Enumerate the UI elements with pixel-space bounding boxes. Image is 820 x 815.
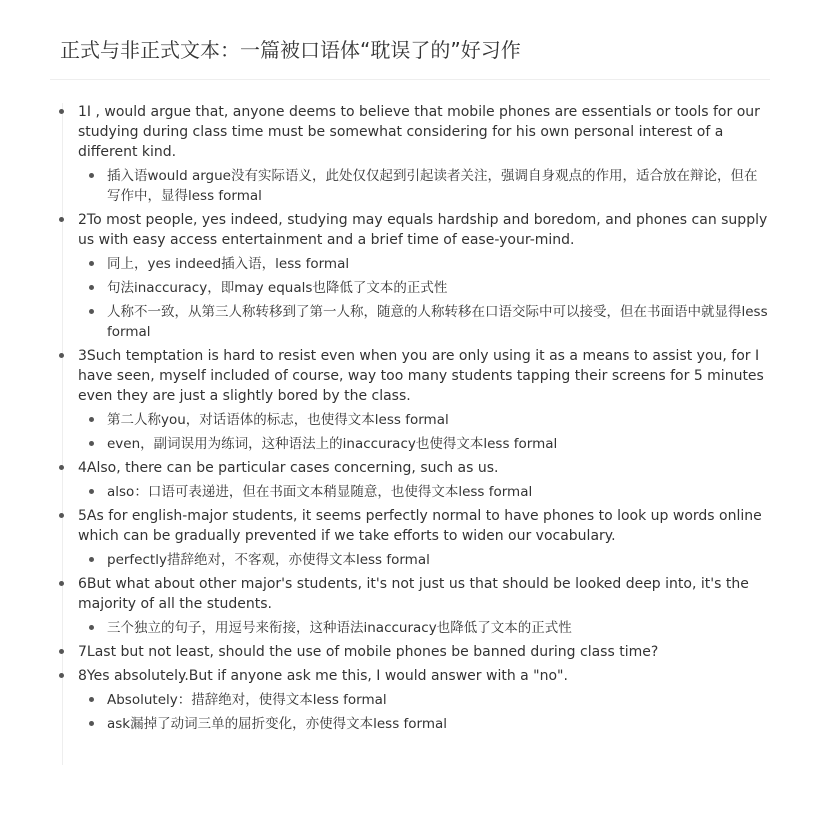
sub-list-item-text: Absolutely：措辞绝对，使得文本less formal <box>107 692 387 708</box>
sub-list-item <box>78 550 770 570</box>
sub-list-item-text: even，副词误用为练词，这种语法上的inaccuracy也使得文本less formal <box>107 436 558 452</box>
list-item-text: 2To most people, yes indeed, studying may equals hardship and boredom, and phones can supply us with easy access entertainment and a brief time of ease-your-mind. <box>78 212 768 248</box>
title-divider <box>50 79 770 80</box>
bullet-icon <box>59 513 64 518</box>
bullet-icon <box>89 625 94 630</box>
list-item <box>58 642 770 662</box>
bullet-icon <box>59 581 64 586</box>
list-item-text: 4Also, there can be particular cases concerning, such as us. <box>78 460 499 476</box>
list-item <box>58 458 770 502</box>
bullet-icon <box>89 721 94 726</box>
bullet-icon <box>89 697 94 702</box>
sub-list <box>78 254 770 342</box>
sub-list <box>78 690 770 734</box>
sub-list-item <box>78 690 770 710</box>
bullet-icon <box>89 441 94 446</box>
list-item-text: 1I , would argue that, anyone deems to believe that mobile phones are essentials or tools for our studying during class time must be somewhat considering for his own personal interest of a different kind. <box>78 104 760 160</box>
bullet-icon <box>89 489 94 494</box>
bullet-icon <box>89 261 94 266</box>
sub-list-item-text: 插入语would argue没有实际语义，此处仅仅起到引起读者关注，强调自身观点的作用，适合放在辩论，但在写作中，显得less formal <box>107 168 758 204</box>
list-item <box>58 506 770 570</box>
bullet-icon <box>59 217 64 222</box>
sub-list <box>78 410 770 454</box>
bullet-icon <box>89 285 94 290</box>
bullet-icon <box>89 309 94 314</box>
list-item-text: 6But what about other major's students, it's not just us that should be looked deep into, it's the majority of all the students. <box>78 576 749 612</box>
bullet-icon <box>89 173 94 178</box>
page-title: 正式与非正式文本：一篇被口语体“耽误了的”好习作 <box>60 38 521 62</box>
sub-list-item <box>78 302 770 342</box>
main-list <box>58 102 770 734</box>
bullet-icon <box>59 109 64 114</box>
sub-list-item-text: perfectly措辞绝对，不客观，亦使得文本less formal <box>107 552 430 568</box>
sub-list-item <box>78 254 770 274</box>
sub-list-item <box>78 618 770 638</box>
list-item-text: 5As for english-major students, it seems perfectly normal to have phones to look up words online which can be gradually prevented if we take efforts to widen our vocabulary. <box>78 508 762 544</box>
sub-list-item-text: 第二人称you，对话语体的标志，也使得文本less formal <box>107 412 449 428</box>
sub-list-item <box>78 166 770 206</box>
sub-list-item <box>78 714 770 734</box>
list-item-text: 8Yes absolutely.But if anyone ask me this, I would answer with a "no". <box>78 668 568 684</box>
list-item <box>58 102 770 206</box>
list-item-text: 7Last but not least, should the use of mobile phones be banned during class time? <box>78 644 659 660</box>
list-item <box>58 574 770 638</box>
bullet-icon <box>59 465 64 470</box>
sub-list-item <box>78 278 770 298</box>
bullet-icon <box>89 557 94 562</box>
bullet-icon <box>59 649 64 654</box>
sub-list-item <box>78 482 770 502</box>
content <box>58 102 770 738</box>
sub-list-item-text: 人称不一致，从第三人称转移到了第一人称，随意的人称转移在口语交际中可以接受，但在书面语中就显得less formal <box>107 304 768 340</box>
sub-list <box>78 482 770 502</box>
list-item <box>58 210 770 342</box>
bullet-icon <box>59 673 64 678</box>
bullet-icon <box>89 417 94 422</box>
sub-list-item-text: also：口语可表递进，但在书面文本稍显随意，也使得文本less formal <box>107 484 533 500</box>
sub-list <box>78 550 770 570</box>
list-item <box>58 346 770 454</box>
list-item-text: 3Such temptation is hard to resist even when you are only using it as a means to assist you, for I have seen, myself included of course, way too many students tapping their screens for 5 minutes even they are just a slightly bored by the class. <box>78 348 764 404</box>
sub-list-item <box>78 410 770 430</box>
sub-list-item <box>78 434 770 454</box>
sub-list-item-text: 三个独立的句子，用逗号来衔接，这种语法inaccuracy也降低了文本的正式性 <box>107 620 572 636</box>
sub-list-item-text: 同上，yes indeed插入语，less formal <box>107 256 350 272</box>
sub-list <box>78 618 770 638</box>
sub-list-item-text: ask漏掉了动词三单的屈折变化，亦使得文本less formal <box>107 716 448 732</box>
bullet-icon <box>59 353 64 358</box>
sub-list-item-text: 句法inaccuracy，即may equals也降低了文本的正式性 <box>107 280 448 296</box>
sub-list <box>78 166 770 206</box>
list-item <box>58 666 770 734</box>
